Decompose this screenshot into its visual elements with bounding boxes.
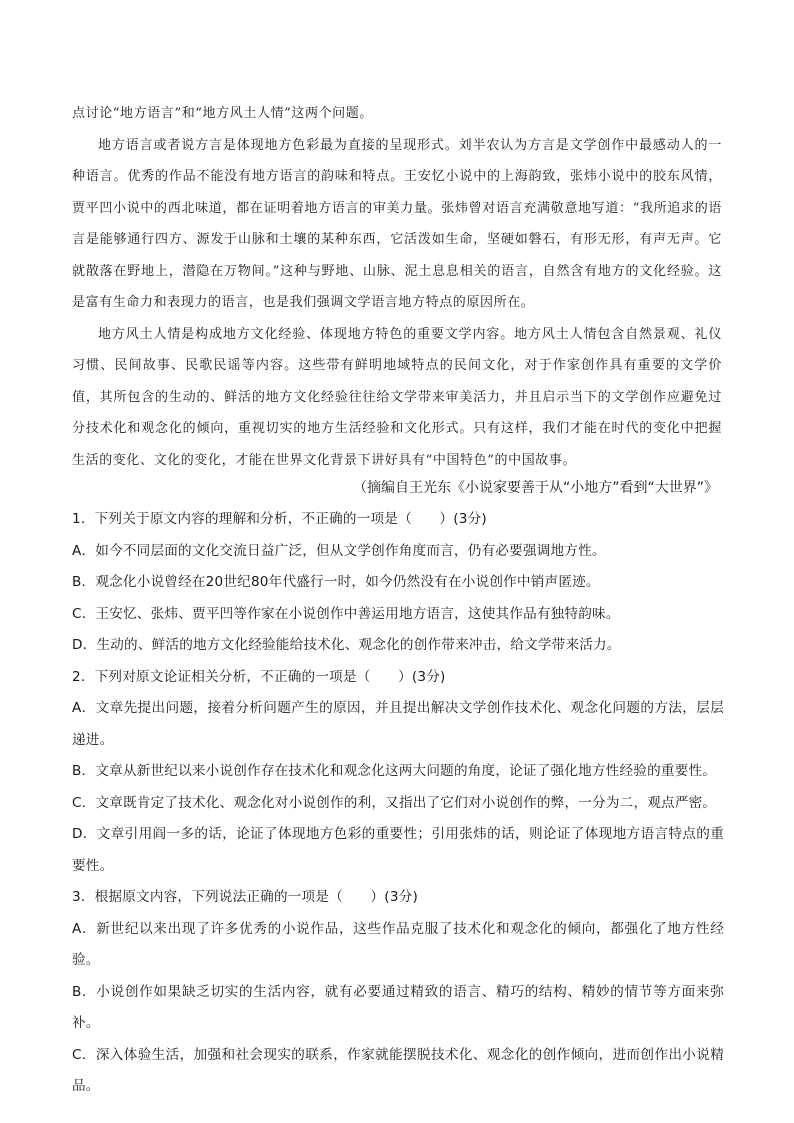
question-1-stem: 1．下列关于原文内容的理解和分析，不正确的一项是（ ）(3分) [72, 511, 487, 527]
question-3-stem: 3．根据原文内容，下列说法正确的一项是（ ）(3分) [72, 889, 418, 905]
passage-paragraph-language: 地方语言或者说方言是体现地方色彩最为直接的呈现形式。刘半农认为方言是文学创作中最感动人的一种语言。优秀的作品不能没有地方语言的韵味和特点。王安忆小说中的上海韵致，张炜小说中的胶东风情，贾平凹小说中的西北味道，都在证明着地方语言的审美力量。张炜曾对语言充满敬意地写道：“我所追求的语言是能够通行四方、源发于山脉和土壤的某种东西，它活泼如生命，坚硬如磐石，有形无形，有声无声。它就散落在野地上，潜隐在万物间。”这种与野地、山脉、泥土息息相关的语言，自然含有地方的文化经验。这是富有生命力和表现力的语言，也是我们强调文学语言地方特点的原因所在。 [72, 137, 722, 310]
question-1-option-d: D．生动的、鲜活的地方文化经验能给技术化、观念化的创作带来冲击，给文学带来活力。 [72, 637, 621, 653]
question-1-option-b: B．观念化小说曾经在20世纪80年代盛行一时，如今仍然没有在小说创作中销声匿迹。 [72, 574, 600, 590]
question-1-option-c: C．王安忆、张炜、贾平凹等作家在小说创作中善运用地方语言，这使其作品有独特韵味。 [72, 605, 620, 622]
question-2-option-a: A．文章先提出问题，接着分析问题产生的原因，并且提出解决文学创作技术化、观念化问题的方法，层层递进。 [72, 700, 724, 748]
question-3-option-a: A．新世纪以来出现了许多优秀的小说作品，这些作品克服了技术化和观念化的倾向，都强化了地方性经验。 [72, 920, 724, 968]
question-2-option-d: D．文章引用阎一多的话，论证了体现地方色彩的重要性；引用张炜的话，则论证了体现地方语言特点的重要性。 [72, 826, 724, 874]
passage-line: 点讨论“地方语言”和“地方风土人情”这两个问题。 [72, 106, 373, 121]
question-3-option-b: B．小说创作如果缺乏切实的生活内容，就有必要通过精致的语言、精巧的结构、精妙的情节等方面来弥补。 [72, 983, 724, 1031]
question-2-option-c: C．文章既肯定了技术化、观念化对小说创作的利，又指出了它们对小说创作的弊，一分为二，观点严密。 [72, 794, 717, 811]
question-3-option-c: C．深入体验生活，加强和社会现实的联系，作家就能摆脱技术化、观念化的创作倾向，进而创作出小说精品。 [72, 1046, 724, 1094]
question-2-option-b: B．文章从新世纪以来小说创作存在技术化和观念化这两大问题的角度，论证了强化地方性经验的重要性。 [72, 763, 717, 779]
reading-passage [72, 98, 722, 476]
passage-source: （摘编自王光东《小说家要善于从“小地方”看到“大世界”》 [352, 480, 718, 496]
question-1-option-a: A．如今不同层面的文化交流日益广泛，但从文学创作角度而言，仍有必要强调地方性。 [72, 542, 606, 559]
question-2-stem: 2．下列对原文论证相关分析，不正确的一项是（ ）(3分) [72, 668, 446, 685]
question-list [72, 504, 724, 1103]
passage-paragraph-customs: 地方风土人情是构成地方文化经验、体现地方特色的重要文学内容。地方风土人情包含自然景观、礼仪习惯、民间故事、民歌民谣等内容。这些带有鲜明地域特点的民间文化，对于作家创作具有重要的文学价值，其所包含的生动的、鲜活的地方文化经验往往给文学带来审美活力，并且启示当下的文学创作应避免过分技术化和观念化的倾向，重视切实的地方生活经验和文化形式。只有这样，我们才能在时代的变化中把握生活的变化、文化的变化，才能在世界文化背景下讲好具有“中国特色”的中国故事。 [72, 326, 722, 468]
